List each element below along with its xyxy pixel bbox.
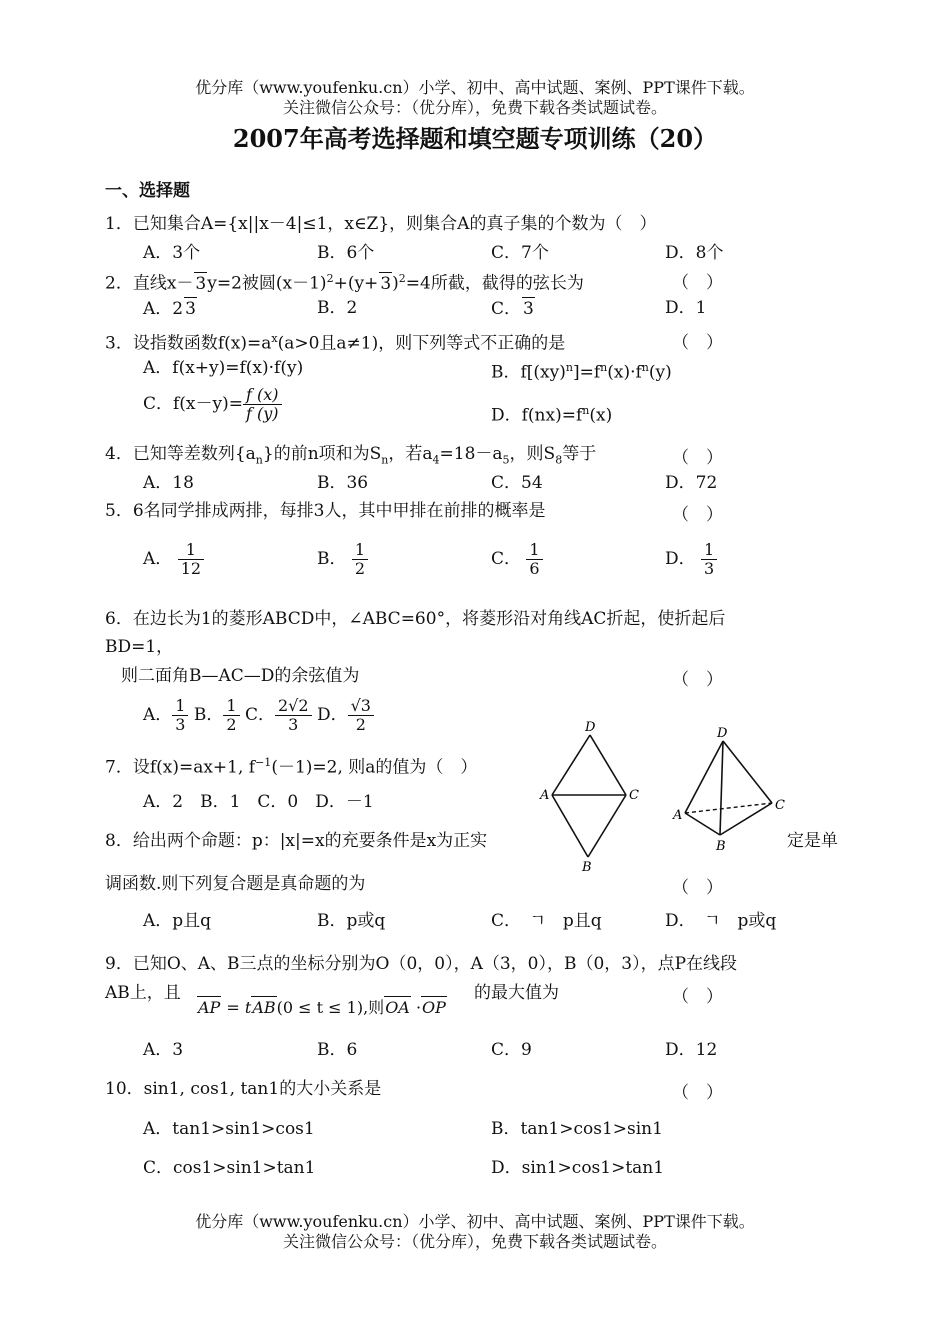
q7-stem: 7．设f(x)=ax+1, $f^{-1}(-1)=2$, 则a的值为（ ）: [105, 756, 478, 778]
q8-line-2: 调函数.则下列复合题是真命题的为: [105, 874, 366, 894]
q6-line-3: 则二面角B—AC—D的余弦值为: [121, 666, 360, 686]
q2-option-c: C． 3: [491, 299, 534, 319]
q3-answer-paren: （ ）: [672, 333, 723, 353]
q3-option-d: D．$f(nx)=f^n(x)$: [491, 404, 613, 426]
q2-option-d: D．1: [665, 298, 707, 318]
q5-option-b: B． $\frac{1}{2}$: [317, 541, 368, 578]
right-label-b: B: [716, 839, 726, 854]
q8-option-b: B．p或q: [317, 911, 386, 931]
q3-option-b: B．$f[(xy)^n]=f^n(x)\cdot f^n(y)$: [491, 361, 672, 383]
q5-option-c: C． $\frac{1}{6}$: [491, 541, 543, 578]
q1-option-b: B．6个: [317, 243, 375, 263]
rhombus-figures: [530, 715, 785, 875]
left-label-a: A: [540, 788, 550, 803]
q1-option-a: A．3个: [143, 243, 201, 263]
q3-option-c: C．f(x－y)= $\frac{f (x)}{f (y)}$: [143, 386, 282, 423]
q8-option-a: A．p且q: [143, 911, 212, 931]
page-title: 2007年高考选择题和填空题专项训练（20）: [232, 124, 718, 153]
rhombus-flat-figure: [539, 720, 639, 875]
q5-option-a: A． $\frac{1}{12}$: [143, 541, 204, 578]
q10-answer-paren: （ ）: [672, 1083, 723, 1103]
q6-line-1: 6．在边长为1的菱形ABCD中，∠ABC=60°，将菱形沿对角线AC折起，使折起后: [105, 609, 726, 629]
footer-line-1: 优分库（www.youfenku.cn）小学、初中、高中试题、案例、PPT课件下载。: [195, 1212, 755, 1231]
q5-option-d: D． $\frac{1}{3}$: [665, 541, 717, 578]
q1-option-c: C．7个: [491, 243, 549, 263]
q8-option-c: C． ㄱ p且q: [491, 911, 602, 931]
q4-option-b: B．36: [317, 473, 369, 493]
q9-line-1: 9．已知O、A、B三点的坐标分别为O（0，0），A（3，0），B（0，3），点P在线段: [105, 954, 738, 974]
left-label-d: D: [585, 720, 596, 735]
right-label-d: D: [717, 726, 728, 741]
q9-option-c: C．9: [491, 1040, 532, 1060]
q10-option-b: B．tan1>cos1>sin1: [491, 1119, 663, 1139]
section-heading: 一、选择题: [105, 181, 190, 201]
tetrahedron-figure: [672, 726, 785, 854]
q2-answer-paren: （ ）: [672, 273, 723, 293]
q9-vector-expression: AP = tAB(0 ≤ t ≤ 1),则OA ·OP: [198, 998, 446, 1017]
q10-option-a: A．tan1>sin1>cos1: [143, 1119, 315, 1139]
left-label-c: C: [629, 788, 639, 803]
q9-answer-paren: （ ）: [672, 987, 723, 1007]
q7-options: A．2 B．1 C．0 D．－1: [143, 792, 374, 812]
q4-option-d: D．72: [665, 473, 718, 493]
q4-stem: 4．已知等差数列$\{a_n\}$的前n项和为$S_n$，若$a_4=18-a_5$，则$S_8$等于: [105, 444, 597, 467]
q2-option-b: B．2: [317, 298, 358, 318]
q3-stem: 3．设指数函数$f(x)=a^x(a>0$且a≠1)，则下列等式不正确的是: [105, 332, 566, 354]
q10-stem: 10．sin1, cos1, tan1的大小关系是: [105, 1079, 382, 1099]
q9-option-d: D．12: [665, 1040, 718, 1060]
q8-option-d: D． ㄱ p或q: [665, 911, 777, 931]
q1-stem: 1．已知集合A={x||x－4|≤1，x∈Z}，则集合A的真子集的个数为（ ）: [105, 214, 657, 234]
q4-option-c: C．54: [491, 473, 543, 493]
q6-options: A． $\frac{1}{3}$ B． $\frac{1}{2}$ C． $\frac{2√2}{3}$ D． $\frac{√3}{2}$: [143, 697, 374, 734]
q4-option-a: A．18: [143, 473, 194, 493]
header-line-1: 优分库（www.youfenku.cn）小学、初中、高中试题、案例、PPT课件下载。: [195, 78, 755, 97]
right-label-c: C: [775, 798, 785, 813]
q6-line-2: BD=1，: [105, 637, 174, 657]
q8-line-1b: 定是单: [787, 831, 838, 851]
right-label-a: A: [673, 808, 683, 823]
q2-stem: 2．直线x－ 3y=2被圆$(x-1)^2+(y+ 3)^2=4$所截，截得的弦长为: [105, 272, 584, 294]
q9-line-2a: AB上，且: [105, 983, 181, 1003]
footer-line-2: 关注微信公众号：（优分库），免费下载各类试题试卷。: [282, 1232, 667, 1251]
q3-option-a: A．f(x+y)=f(x)·f(y): [143, 358, 304, 378]
q1-option-d: D．8个: [665, 243, 724, 263]
q8-answer-paren: （ ）: [672, 878, 723, 898]
q5-answer-paren: （ ）: [672, 505, 723, 525]
q10-option-d: D．sin1>cos1>tan1: [491, 1158, 665, 1178]
q9-option-b: B．6: [317, 1040, 358, 1060]
q5-stem: 5．6名同学排成两排，每排3人，其中甲排在前排的概率是: [105, 501, 546, 521]
header-line-2: 关注微信公众号：（优分库），免费下载各类试题试卷。: [282, 98, 667, 117]
q6-answer-paren: （ ）: [672, 670, 723, 690]
q8-line-1a: 8．给出两个命题：p：|x|=x的充要条件是x为正实: [105, 831, 488, 851]
q9-option-a: A．3: [143, 1040, 184, 1060]
q2-option-a: A．2 3: [143, 299, 196, 319]
q9-line-2b: 的最大值为: [474, 983, 559, 1003]
left-label-b: B: [582, 860, 592, 875]
q10-option-c: C．cos1>sin1>tan1: [143, 1158, 316, 1178]
q4-answer-paren: （ ）: [672, 448, 723, 468]
